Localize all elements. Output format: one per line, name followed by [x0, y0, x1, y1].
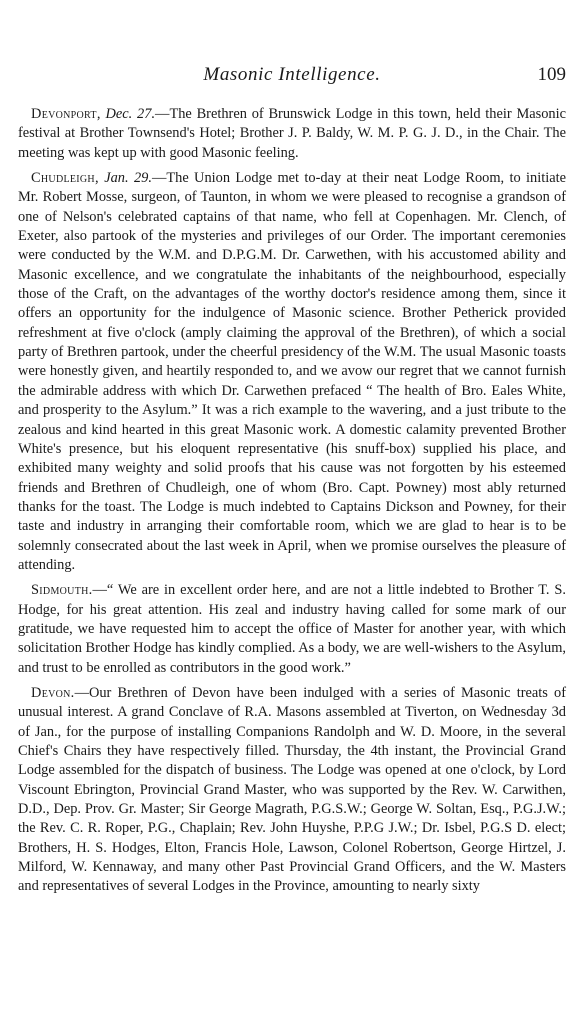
- article-chudleigh: [18, 169, 566, 575]
- running-title: Masonic Intelligence.: [203, 64, 381, 85]
- article-place: Devon.: [31, 684, 75, 701]
- article-text: —The Brethren of Brunswick Lodge in this town, held their Masonic festival at Brother Townsend's Hotel; Brother J. P. Baldy, W. M. P. G. J. D., in the Chair. The meeting was kept up with good Masonic feeling.: [18, 106, 567, 161]
- article-place: Chudleigh,: [31, 170, 99, 187]
- article-place: Sidmouth.: [31, 582, 93, 599]
- article-date: Jan. 29.: [104, 170, 152, 187]
- article-devonport: [18, 105, 566, 163]
- article-text: —The Union Lodge met to-day at their neat Lodge Room, to initiate Mr. Robert Mosse, surgeon, of Taunton, in whom we were pleased to recognise a grandson of one of Nelson's celebrated captains of that name, who fell at Copenhagen. Mr. Clench, of Exeter, also partook of the mysteries and privileges of our Order. The important ceremonies were conducted by the W.M. and D.P.G.M. Dr. Carwethen, with his accustomed ability and Masonic excellence, and we congratulate the inhabitants of the neighbourhood, especially those of the Craft, on the advantages of the worthy doctor's residence among them, since it offers an opportunity for the indulgence of Masonic science. Brother Petherick provided refreshment at five o'clock (amply claiming the approval of the Brethren), of which a social party of Brethren partook, under the cheerful presidency of the W.M. The usual Masonic toasts were honestly given, and heartily responded to, and we avow our regret that we cannot furnish the admirable address with which Dr. Carwethen prefaced “ The health of Bro. Eales White, and prosperity to the Asylum.” It was a rich example to the wavering, and a just tribute to the zealous and kind hearted in this great Masonic work. A domestic calamity prevented Brother White's presence, but his eloquent representative (his snuff-box) supplied his place, and exhibited many weighty and solid proofs that his cause was not forgotten by his esteemed friends and Brethren of Chudleigh, one of whom (Bro. Capt. Powney) most ably returned thanks for the toast. The Lodge is much indebted to Captains Dickson and Powney, for their taste and industry in arranging their comfortable room, which we are glad to hear is to be solemnly consecrated about the last week in April, when we promise ourselves the pleasure of attending.: [18, 170, 567, 573]
- page-header: [18, 64, 566, 90]
- article-place: Devonport,: [31, 106, 101, 122]
- article-body: [18, 105, 566, 903]
- article-sidmouth: [18, 581, 566, 678]
- article-devon: [18, 684, 566, 897]
- article-date: Dec. 27.: [105, 106, 156, 122]
- page-number: 109: [537, 64, 566, 85]
- article-text: —Our Brethren of Devon have been indulged with a series of Masonic treats of unusual interest. A grand Conclave of R.A. Masons assembled at Tiverton, on Wednesday 3d of Jan., for the purpose of installing Companions Randolph and W. D. Moore, in the several Chief's Chairs they have respectively filled. Thursday, the 4th instant, the Provincial Grand Lodge assembled for the dispatch of business. The Lodge was opened at one o'clock, by Lord Viscount Ebrington, Provincial Grand Master, who was supported by the Rev. W. Carwithen, D.D., Dep. Prov. Gr. Master; Sir George Magrath, P.G.S.W.; George W. Soltan, Esq., P.G.J.W.; the Rev. C. R. Roper, P.G., Chaplain; Rev. John Huyshe, P.P.G J.W.; Dr. Isbel, P.G.S D. elect; Brothers, H. S. Hodges, Elton, Francis Hole, Lawson, Colonel Robertson, George Hirtzel, J. Milford, W. Kennaway, and many other Past Provincial Grand Officers, and the W. Masters and representatives of several Lodges in the Province, amounting to nearly sixty: [18, 684, 566, 895]
- article-text: —“ We are in excellent order here, and are not a little indebted to Brother T. S. Hodge, for his great attention. His zeal and industry having called for some mark of our gratitude, we have requested him to accept the office of Master for another year, with which solicitation Brother Hodge has kindly complied. As a body, we are well-wishers to the Asylum, and trust to be enrolled as contributors in the good work.”: [18, 582, 566, 676]
